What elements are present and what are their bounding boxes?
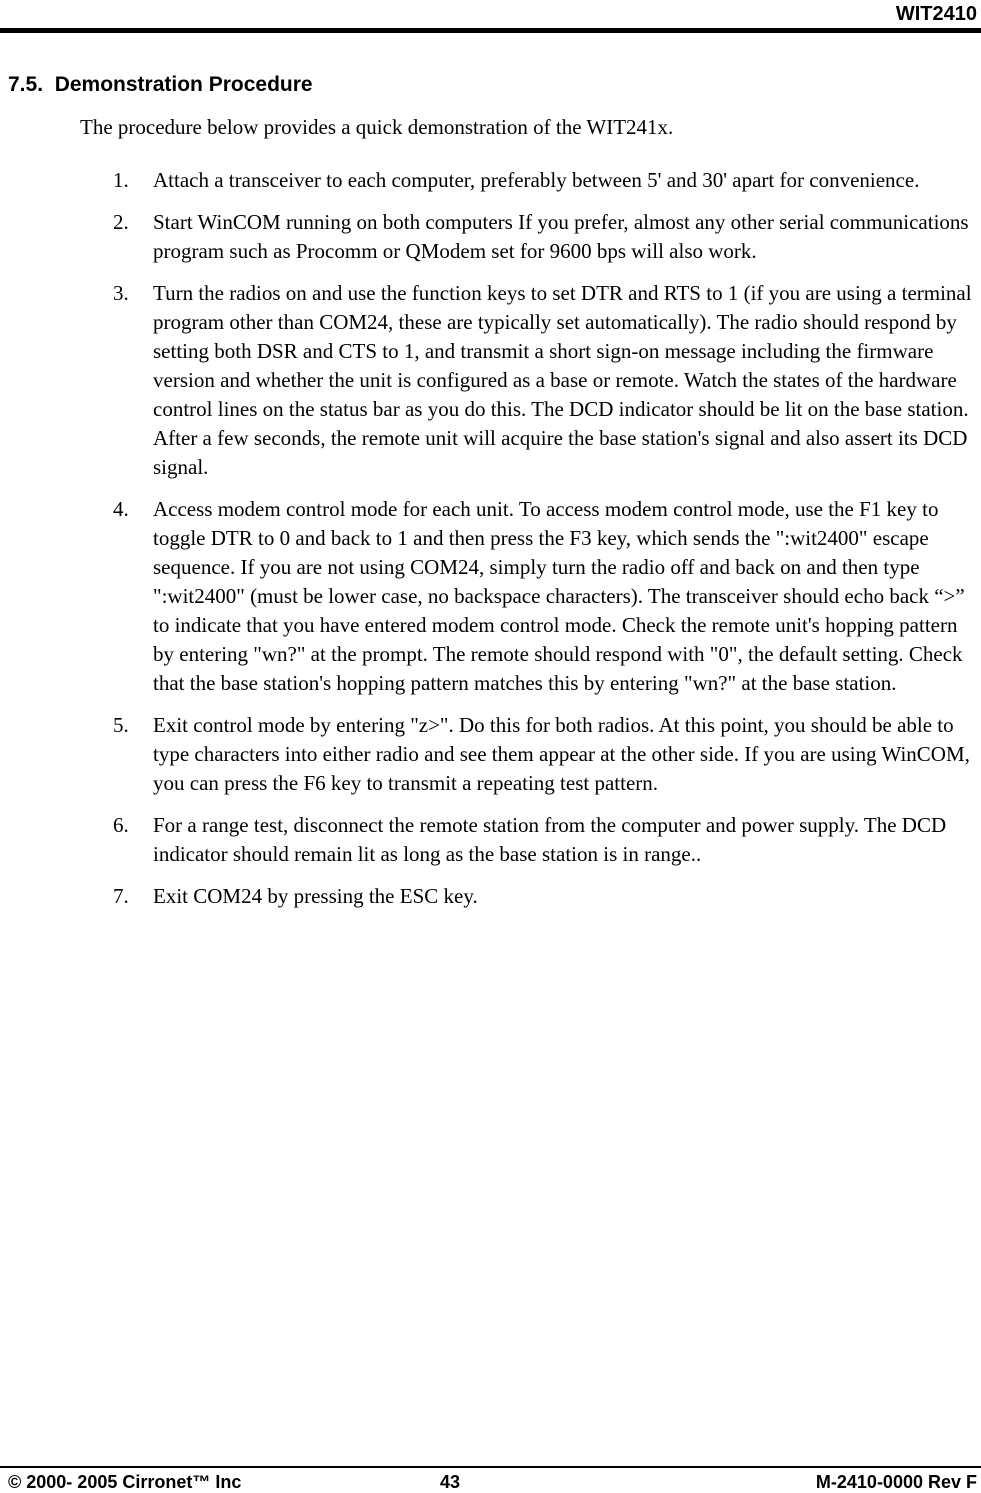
footer-copyright: © 2000- 2005 Cirronet™ Inc — [8, 1472, 242, 1492]
procedure-steps — [113, 166, 979, 924]
step-number: 5. — [113, 713, 129, 737]
intro-paragraph: The procedure below provides a quick demonstration of the WIT241x. — [80, 115, 674, 139]
document-header-title: WIT2410 — [895, 3, 977, 25]
step-item — [113, 166, 979, 195]
header-rule — [0, 28, 981, 33]
step-text: Start WinCOM running on both computers If you prefer, almost any other serial communications program such as Procomm or QModem set for 9600 bps will also work. — [153, 210, 969, 263]
step-item — [113, 811, 979, 869]
step-number: 7. — [113, 884, 129, 908]
step-text: Turn the radios on and use the function keys to set DTR and RTS to 1 (if you are using a terminal program other than COM24, these are typically set automatically). The radio should respond by setting both DSR and CTS to 1, and transmit a short sign-on message including the firmware version and whether the unit is configured as a base or remote. Watch the states of the hardware control lines on the status bar as you do this. The DCD indicator should be lit on the base station. After a few seconds, the remote unit will acquire the base station's signal and also assert its DCD signal. — [153, 281, 972, 479]
step-item — [113, 495, 979, 698]
step-item — [113, 711, 979, 798]
step-item — [113, 882, 979, 911]
step-number: 6. — [113, 813, 129, 837]
step-number: 3. — [113, 281, 129, 305]
step-text: Exit COM24 by pressing the ESC key. — [153, 884, 478, 908]
step-number: 2. — [113, 210, 129, 234]
footer-rule — [0, 1466, 981, 1468]
footer-document-id: M-2410-0000 Rev F — [815, 1472, 977, 1492]
section-number: 7.5. — [8, 73, 44, 96]
section-title: Demonstration Procedure — [54, 73, 313, 96]
step-number: 4. — [113, 497, 129, 521]
step-text: Exit control mode by entering "z>". Do this for both radios. At this point, you should be able to type characters into either radio and see them appear at the other side. If you are using WinCOM, you can press the F6 key to transmit a repeating test pattern. — [153, 713, 970, 795]
step-text: Attach a transceiver to each computer, preferably between 5' and 30' apart for convenience. — [153, 168, 920, 192]
step-item — [113, 208, 979, 266]
step-number: 1. — [113, 168, 129, 192]
step-item — [113, 279, 979, 482]
section-heading — [8, 72, 313, 98]
footer-page-number: 43 — [440, 1472, 461, 1492]
step-text: For a range test, disconnect the remote station from the computer and power supply. The DCD indicator should remain lit as long as the base station is in range.. — [153, 813, 947, 866]
step-text: Access modem control mode for each unit. To access modem control mode, use the F1 key to toggle DTR to 0 and back to 1 and then press the F3 key, which sends the ":wit2400" escape sequence. If you are not using COM24, simply turn the radio off and back on and then type ":wit2400" (must be lower case, no backspace characters). The transceiver should echo back “>” to indicate that you have entered modem control mode. Check the remote unit's hopping pattern by entering "wn?" at the prompt. The remote should respond with "0", the default setting. Check that the base station's hopping pattern matches this by entering "wn?" at the base station. — [153, 497, 965, 695]
